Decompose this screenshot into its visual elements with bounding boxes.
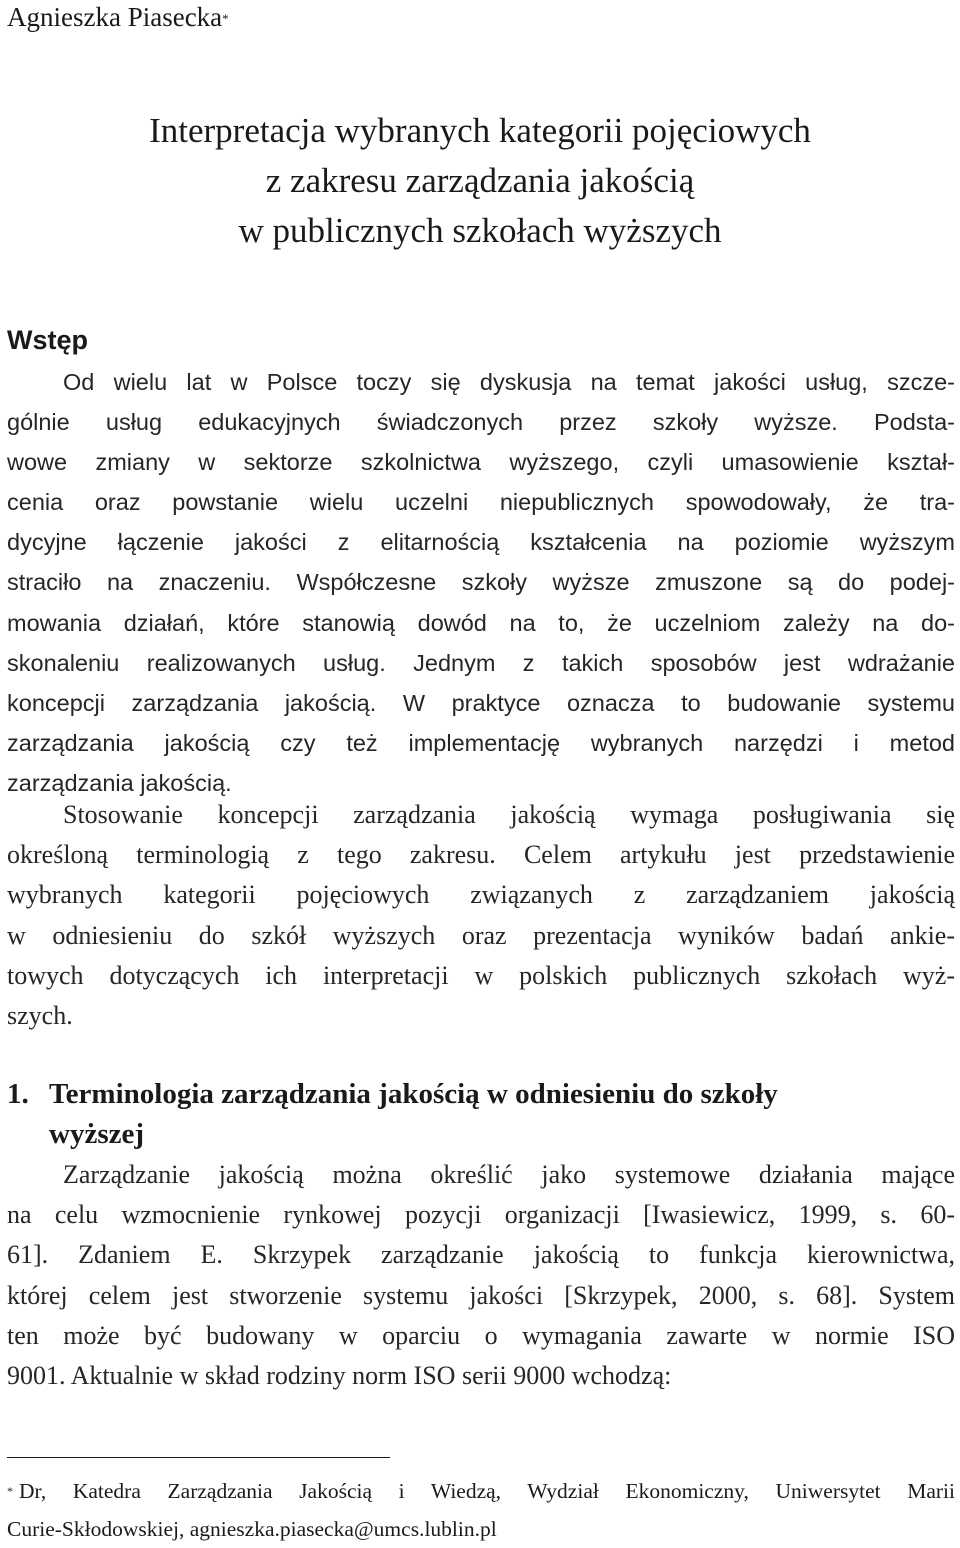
author-footnote-marker: * <box>222 11 229 26</box>
section-number: 1. <box>7 1078 29 1110</box>
author-name-text: Agnieszka Piasecka <box>7 2 223 32</box>
paragraph-line: dycyjne łączenie jakości z elitarnością kształcenia na poziomie wyższym <box>7 529 955 556</box>
paragraph-line: Stosowanie koncepcji zarządzania jakością wymaga posługiwania się <box>63 800 955 829</box>
intro-paragraph-2 <box>7 795 955 1036</box>
paragraph-line: której celem jest stworzenie systemu jakości [Skrzypek, 2000, s. 68]. System <box>7 1280 955 1310</box>
intro-paragraph-1 <box>7 362 955 803</box>
footnote-text: Dr, Katedra Zarządzania Jakością i Wiedzą, Wydział Ekonomiczny, Uniwersytet Marii <box>19 1479 955 1503</box>
footnote-line: Curie-Skłodowskiej, agnieszka.piasecka@umcs.lublin.pl <box>7 1517 497 1541</box>
paragraph-line: straciło na znaczeniu. Współczesne szkoły wyższe zmuszone są do podej- <box>7 569 955 596</box>
paragraph-line: mowania działań, które stanowią dowód na to, że uczelniom zależy na do- <box>7 609 955 636</box>
footnote-line <box>7 1472 955 1510</box>
paragraph-line: określoną terminologią z tego zakresu. Celem artykułu jest przedstawienie <box>7 840 955 870</box>
paragraph-line: 9001. Aktualnie w skład rodziny norm ISO serii 9000 wchodzą: <box>7 1361 672 1391</box>
section-1-paragraph <box>7 1155 955 1396</box>
paragraph-line: 61]. Zdaniem E. Skrzypek zarządzanie jakością to funkcja kierownictwa, <box>7 1240 955 1270</box>
section-1-heading <box>7 1074 955 1154</box>
title-line: w publicznych szkołach wyższych <box>238 211 722 250</box>
title-line: z zakresu zarządzania jakością <box>265 161 695 200</box>
paragraph-line: ten może być budowany w oparciu o wymagania zawarte w normie ISO <box>7 1320 955 1350</box>
paragraph-line: zarządzania jakością czy też implementację wybranych narzędzi i metod <box>7 729 955 756</box>
paragraph-line: na celu wzmocnienie rynkowej pozycji organizacji [Iwasiewicz, 1999, s. 60- <box>7 1200 955 1230</box>
paragraph-line: Od wielu lat w Polsce toczy się dyskusja na temat jakości usług, szcze- <box>63 369 955 395</box>
paragraph-line: Zarządzanie jakością można określić jako systemowe działania mające <box>63 1160 955 1189</box>
paragraph-line: skonaleniu realizowanych usług. Jednym z takich sposobów jest wdrażanie <box>7 649 955 676</box>
paragraph-line: wybranych kategorii pojęciowych związanych z zarządzaniem jakością <box>7 880 955 910</box>
footnote-marker: * <box>7 1484 13 1498</box>
title-line: Interpretacja wybranych kategorii pojęciowych <box>149 111 811 150</box>
paragraph-line: cenia oraz powstanie wielu uczelni niepublicznych spowodowały, że tra- <box>7 489 955 516</box>
paragraph-line: w odniesieniu do szkół wyższych oraz prezentacja wyników badań ankie- <box>7 920 955 950</box>
article-title <box>0 106 960 256</box>
paragraph-line: szych. <box>7 1001 73 1031</box>
paragraph-line: zarządzania jakością. <box>7 769 232 796</box>
paragraph-line: koncepcji zarządzania jakością. W praktyce oznacza to budowanie systemu <box>7 689 955 716</box>
footnote <box>7 1472 955 1548</box>
footnote-separator <box>7 1457 390 1458</box>
paragraph-line: wowe zmiany w sektorze szkolnictwa wyższego, czyli umasowienie kształ- <box>7 449 955 476</box>
paragraph-line: towych dotyczących ich interpretacji w polskich publicznych szkołach wyż- <box>7 960 955 990</box>
paragraph-line: gólnie usług edukacyjnych świadczonych przez szkoły wyższe. Podsta- <box>7 409 955 436</box>
author-name <box>7 0 229 34</box>
section-heading-line: wyższej <box>49 1118 145 1150</box>
intro-heading: Wstęp <box>7 325 88 355</box>
section-heading-line: Terminologia zarządzania jakością w odniesieniu do szkoły <box>49 1078 778 1110</box>
